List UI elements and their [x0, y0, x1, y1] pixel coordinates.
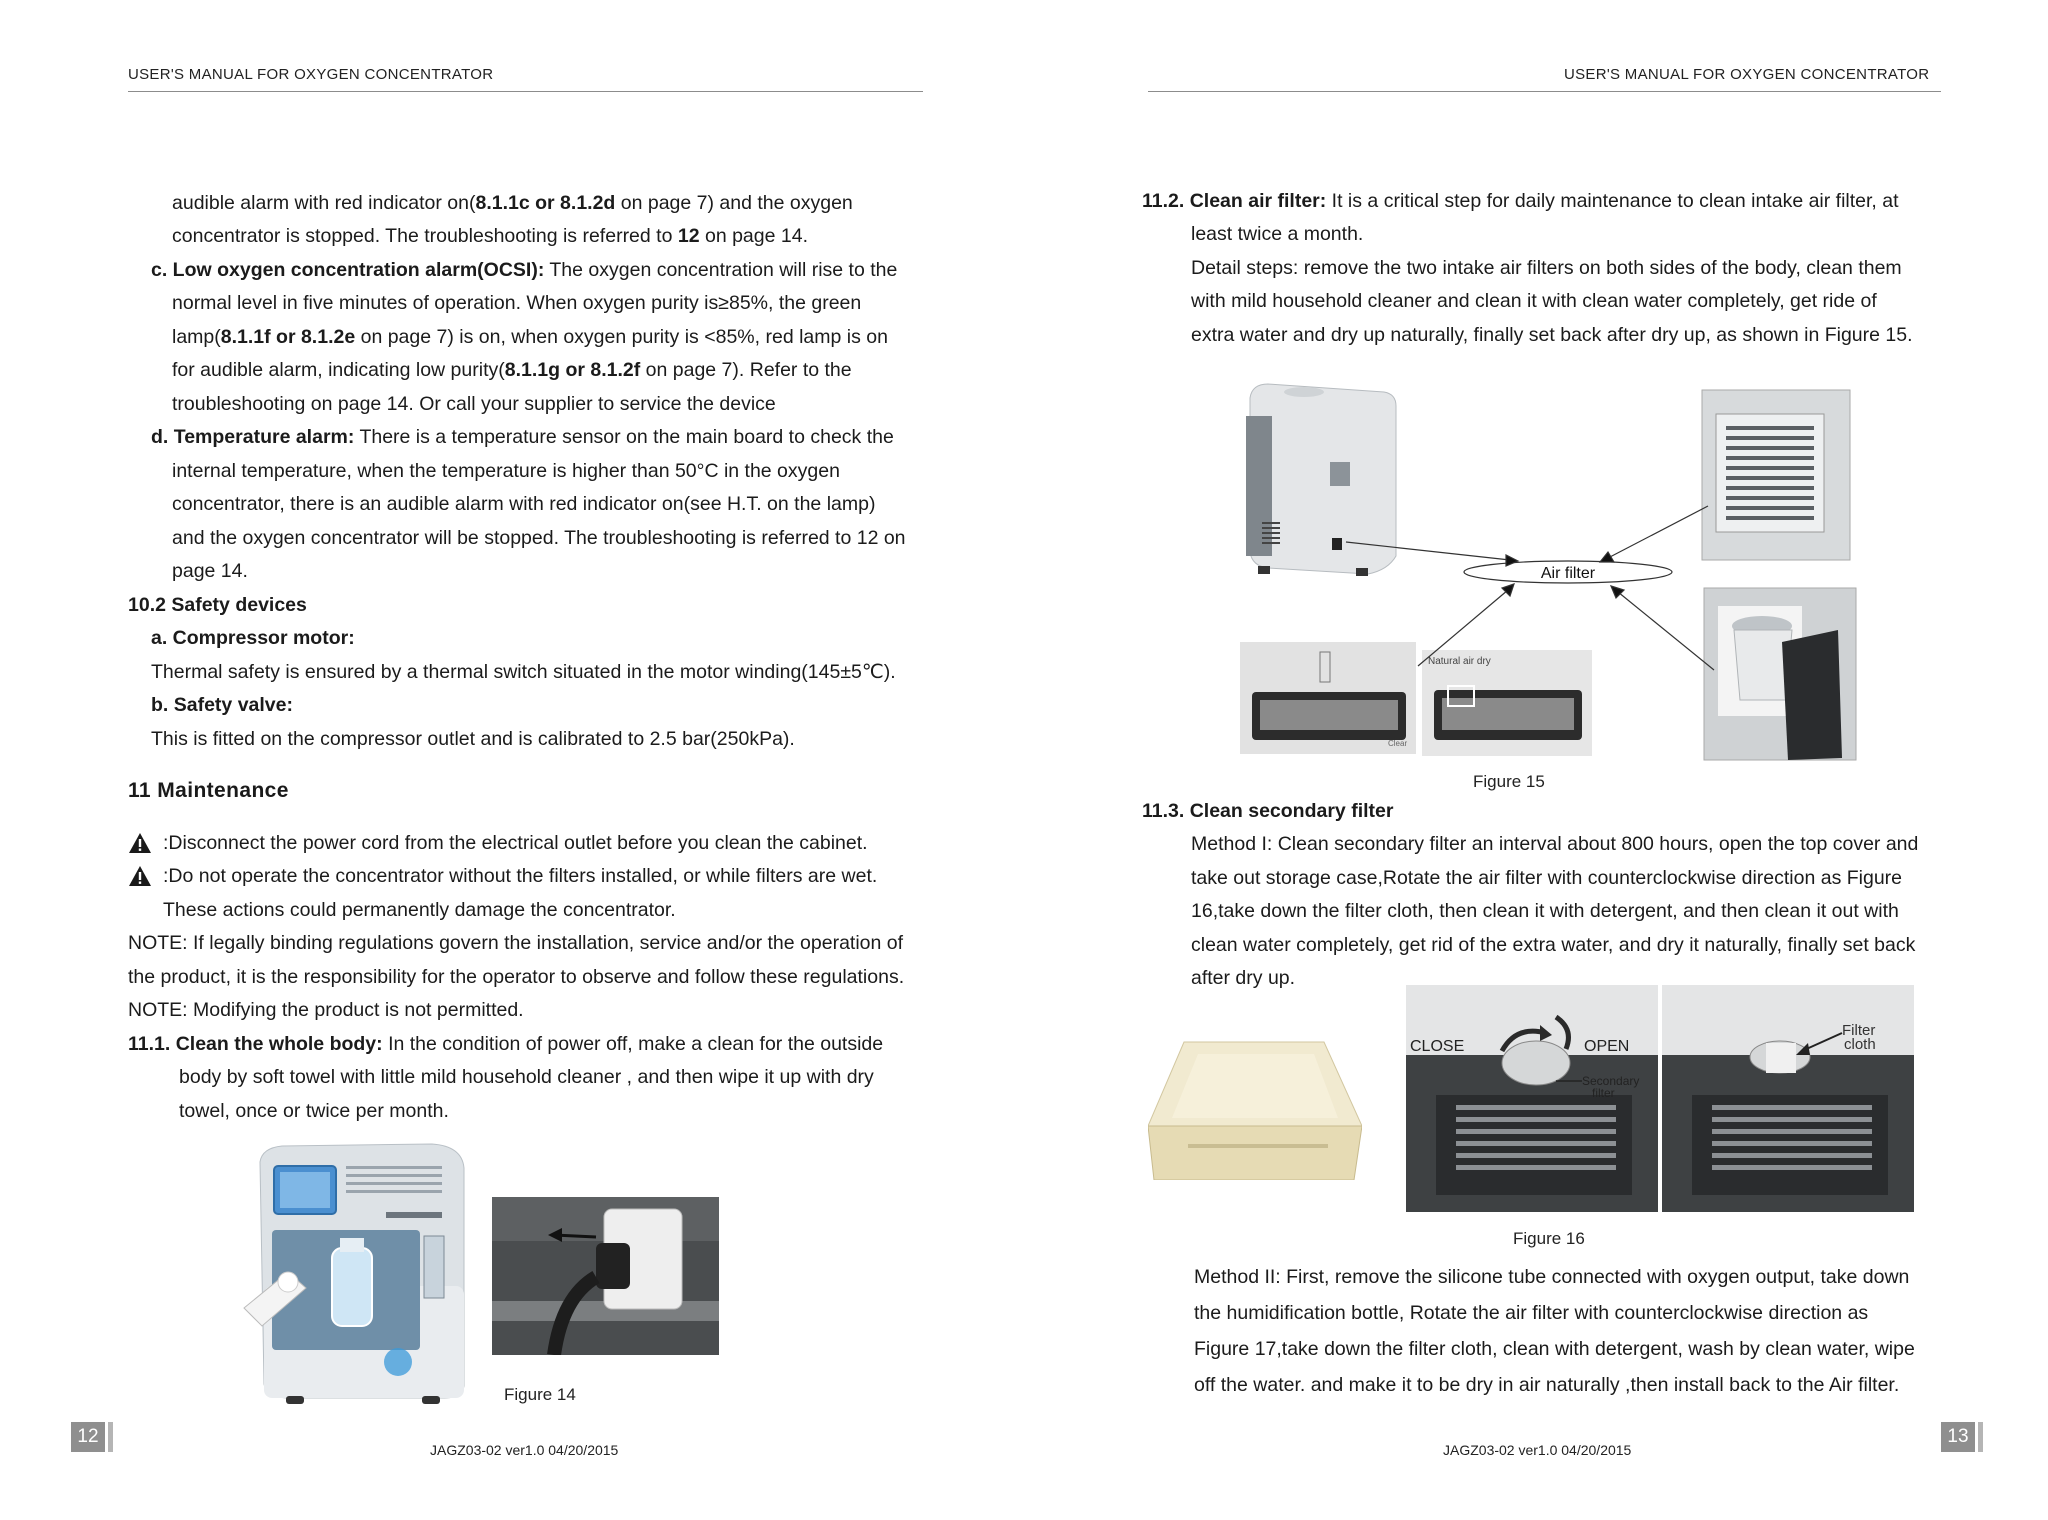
warning-icon: [128, 832, 152, 854]
footer-code: JAGZ03-02 ver1.0 04/20/2015: [1443, 1442, 1632, 1458]
maintenance-heading: 11 Maintenance: [128, 779, 289, 802]
text-line: 11.1. Clean the whole body: In the condition of power off, make a clean for the outside: [128, 1033, 884, 1055]
text-line: for audible alarm, indicating low purity(8.1.1g or 8.1.2f on page 7). Refer to the: [172, 359, 852, 381]
section-heading: 11.3. Clean secondary filter: [1142, 800, 1394, 822]
text-line: audible alarm with red indicator on(8.1.1c or 8.1.2d on page 7) and the oxygen: [172, 192, 853, 214]
text-line: take out storage case,Rotate the air filter with counterclockwise direction as Figure: [1191, 867, 1903, 889]
filter-cloth-photo: [1662, 985, 1914, 1212]
text-line: Thermal safety is ensured by a thermal switch situated in the motor winding(145±5℃).: [151, 661, 896, 683]
note-line: the product, it is the responsibility for the operator to observe and follow these regulations.: [128, 966, 905, 988]
note-line: NOTE: If legally binding regulations govern the installation, service and/or the operation of: [128, 932, 904, 954]
filter-top-label: Filter: [1842, 1022, 1876, 1039]
text-line: This is fitted on the compressor outlet and is calibrated to 2.5 bar(250kPa).: [151, 728, 795, 750]
page-number-tab: [108, 1422, 113, 1452]
running-header: USER'S MANUAL FOR OXYGEN CONCENTRATOR: [128, 66, 494, 83]
close-label: CLOSE: [1410, 1038, 1465, 1055]
text-line: after dry up.: [1191, 967, 1296, 989]
text-line: troubleshooting on page 14. Or call your supplier to service the device: [172, 393, 776, 415]
text-line: c. Low oxygen concentration alarm(OCSI): The oxygen concentration will rise to the: [151, 259, 898, 281]
rotate-filter-photo: [1406, 985, 1658, 1212]
text-line: 11.2. Clean air filter: It is a critical step for daily maintenance to clean intake air filter, at: [1142, 190, 1899, 212]
filter-label: filter: [1592, 1086, 1615, 1100]
text-line: concentrator is stopped. The troubleshooting is referred to 12 on page 14.: [172, 225, 808, 247]
figure-caption: Figure 16: [1513, 1229, 1585, 1248]
text-line: off the water. and make it to be dry in air naturally ,then install back to the Air filter.: [1194, 1374, 1900, 1396]
text-line: extra water and dry up naturally, finally set back after dry up, as shown in Figure 15.: [1191, 324, 1913, 346]
text-line: towel, once or twice per month.: [179, 1100, 449, 1122]
right-page: [1024, 0, 2048, 1520]
running-header: USER'S MANUAL FOR OXYGEN CONCENTRATOR: [1564, 66, 1930, 83]
text-line: normal level in five minutes of operation. When oxygen purity is≥85%, the green: [172, 292, 862, 314]
text-line: the humidification bottle, Rotate the air filter with counterclockwise direction as: [1194, 1302, 1869, 1324]
air-filter-label: Air filter: [1540, 565, 1596, 582]
warning-icon: [128, 865, 152, 887]
text-line: These actions could permanently damage the concentrator.: [163, 899, 676, 921]
subheading: b. Safety valve:: [151, 694, 293, 716]
text-line: Figure 17,take down the filter cloth, clean with detergent, wash by clean water, wipe: [1194, 1338, 1915, 1360]
text-line: least twice a month.: [1191, 223, 1364, 245]
text-line: concentrator, there is an audible alarm with red indicator on(see H.T. on the lamp): [172, 493, 876, 515]
text-line: Detail steps: remove the two intake air filters on both sides of the body, clean them: [1191, 257, 1902, 279]
text-line: Method I: Clean secondary filter an interval about 800 hours, open the top cover and: [1191, 833, 1919, 855]
natural-air-dry-label: Natural air dry: [1428, 656, 1491, 667]
storage-case-photo: [1148, 1030, 1362, 1180]
warning-text: :Disconnect the power cord from the electrical outlet before you clean the cabinet.: [163, 832, 868, 854]
text-line: lamp(8.1.1f or 8.1.2e on page 7) is on, when oxygen purity is <85%, red lamp is on: [172, 326, 888, 348]
header-rule: [128, 91, 923, 92]
clear-label: Clear: [1388, 739, 1408, 748]
open-label: OPEN: [1584, 1038, 1630, 1055]
text-line: with mild household cleaner and clean it with clean water completely, get ride of: [1191, 290, 1877, 312]
power-plug-photo: [492, 1197, 719, 1355]
text-line: d. Temperature alarm: There is a temperature sensor on the main board to check the: [151, 426, 894, 448]
text-line: Method II: First, remove the silicone tube connected with oxygen output, take down: [1194, 1266, 1910, 1288]
concentrator-photo: [236, 1140, 474, 1406]
header-rule: [1148, 91, 1941, 92]
figure-caption: Figure 15: [1473, 772, 1545, 791]
section-heading: 10.2 Safety devices: [128, 594, 307, 616]
text-line: and the oxygen concentrator will be stopped. The troubleshooting is referred to 12 on: [172, 527, 906, 549]
warning-text: :Do not operate the concentrator without the filters installed, or while filters are wet.: [163, 865, 878, 887]
secondary-label: Secondary: [1582, 1074, 1640, 1088]
page-number-tab: [1978, 1422, 1983, 1452]
cloth-label: cloth: [1844, 1036, 1876, 1053]
text-line: 16,take down the filter cloth, then clean it with detergent, and then clean it out with: [1191, 900, 1899, 922]
note-line: NOTE: Modifying the product is not permitted.: [128, 999, 524, 1021]
text-line: page 14.: [172, 560, 248, 582]
subheading: a. Compressor motor:: [151, 627, 355, 649]
text-line: clean water completely, get rid of the extra water, and dry it naturally, finally set back: [1191, 934, 1916, 956]
footer-code: JAGZ03-02 ver1.0 04/20/2015: [430, 1442, 619, 1458]
text-line: body by soft towel with little mild household cleaner , and then wipe it up with dry: [179, 1066, 874, 1088]
figure-caption: Figure 14: [504, 1385, 576, 1404]
page-number: 12: [71, 1422, 105, 1452]
text-line: internal temperature, when the temperature is higher than 50°C in the oxygen: [172, 460, 840, 482]
figure-15: [1238, 380, 1858, 762]
page-number: 13: [1941, 1422, 1975, 1452]
